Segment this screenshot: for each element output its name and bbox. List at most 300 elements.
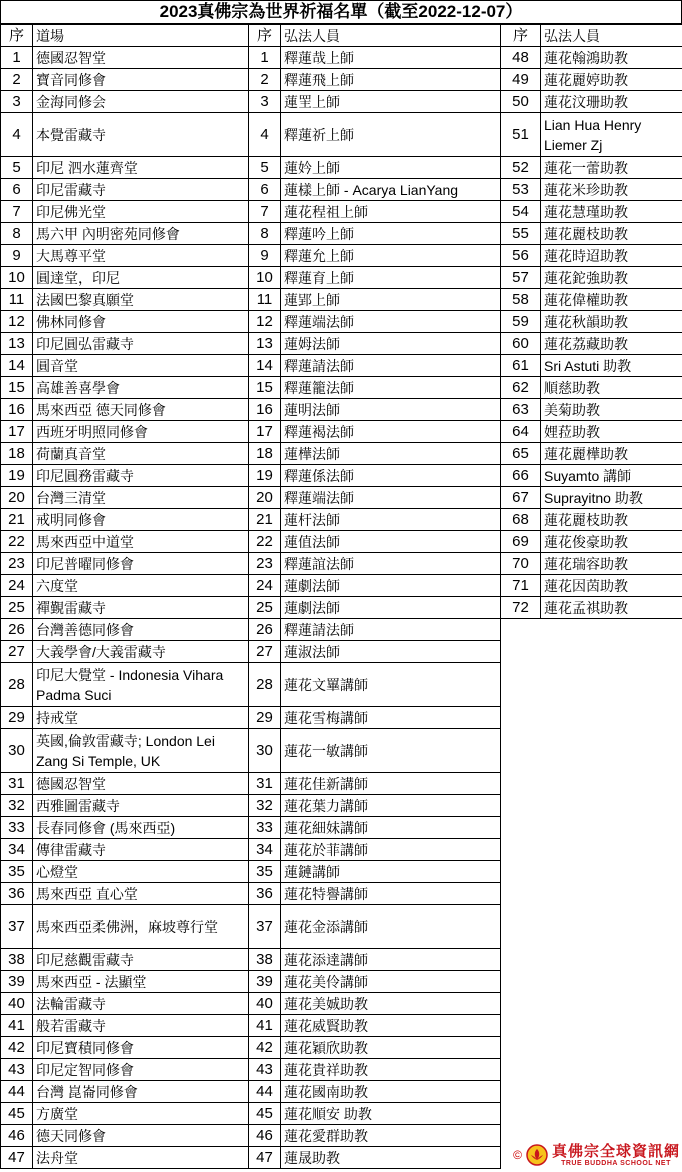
row-venue: 方廣堂 xyxy=(33,1103,249,1125)
row-seq: 30 xyxy=(1,729,33,773)
row-seq-2: 28 xyxy=(249,663,281,707)
table-row xyxy=(1,839,501,861)
row-venue: 荷蘭真音堂 xyxy=(33,443,249,465)
row-dharma: 蓮花順安 助教 xyxy=(281,1103,501,1125)
table-row xyxy=(1,729,501,773)
row-seq-2: 36 xyxy=(249,883,281,905)
row-dharma: Lian Hua Henry Liemer Zj xyxy=(541,113,682,157)
table-row xyxy=(1,993,501,1015)
table-header-row xyxy=(1,25,501,47)
table-row xyxy=(501,421,682,443)
row-seq: 6 xyxy=(1,179,33,201)
row-dharma: 蓮花佳新講師 xyxy=(281,773,501,795)
row-seq: 57 xyxy=(501,267,541,289)
row-seq-2: 16 xyxy=(249,399,281,421)
row-dharma: 釋蓮請法師 xyxy=(281,619,501,641)
row-seq-2: 40 xyxy=(249,993,281,1015)
row-seq-2: 31 xyxy=(249,773,281,795)
row-seq-2: 30 xyxy=(249,729,281,773)
row-dharma: 蓮花鉈強助教 xyxy=(541,267,682,289)
row-seq: 59 xyxy=(501,311,541,333)
row-dharma: 蓮花麗婷助教 xyxy=(541,69,682,91)
row-seq: 45 xyxy=(1,1103,33,1125)
row-seq: 1 xyxy=(1,47,33,69)
row-dharma: 蓮花金添講師 xyxy=(281,905,501,949)
row-dharma: Suyamto 講師 xyxy=(541,465,682,487)
table-row xyxy=(1,597,501,619)
row-seq-2: 14 xyxy=(249,355,281,377)
row-seq-2: 41 xyxy=(249,1015,281,1037)
row-dharma: 蓮花秋韻助教 xyxy=(541,311,682,333)
row-seq: 9 xyxy=(1,245,33,267)
table-row xyxy=(501,575,682,597)
table-row xyxy=(1,355,501,377)
header-seq: 序 xyxy=(501,25,541,47)
table-row xyxy=(1,311,501,333)
row-seq: 51 xyxy=(501,113,541,157)
logo-english-name: TRUE BUDDHA SCHOOL NET xyxy=(561,1159,671,1167)
row-venue: 法舟堂 xyxy=(33,1147,249,1169)
row-dharma: 蓮淑法師 xyxy=(281,641,501,663)
row-seq-2: 43 xyxy=(249,1059,281,1081)
row-dharma: 釋蓮請法師 xyxy=(281,355,501,377)
row-seq: 14 xyxy=(1,355,33,377)
row-seq: 16 xyxy=(1,399,33,421)
row-seq: 19 xyxy=(1,465,33,487)
row-seq: 28 xyxy=(1,663,33,707)
row-dharma: 釋蓮育上師 xyxy=(281,267,501,289)
row-seq-2: 24 xyxy=(249,575,281,597)
row-venue: 印尼寶積同修會 xyxy=(33,1037,249,1059)
table-row xyxy=(501,355,682,377)
row-venue: 大義學會/大義雷藏寺 xyxy=(33,641,249,663)
row-venue: 長春同修會 (馬來西亞) xyxy=(33,817,249,839)
row-seq: 11 xyxy=(1,289,33,311)
table-row xyxy=(1,69,501,91)
row-seq-2: 26 xyxy=(249,619,281,641)
row-dharma: 蓮花瑞容助教 xyxy=(541,553,682,575)
row-venue: 寶音同修會 xyxy=(33,69,249,91)
row-venue: 印尼慈觀雷藏寺 xyxy=(33,949,249,971)
row-seq: 22 xyxy=(1,531,33,553)
table-row xyxy=(501,509,682,531)
row-seq: 64 xyxy=(501,421,541,443)
row-dharma: 釋蓮祈上師 xyxy=(281,113,501,157)
row-dharma: 釋蓮飛上師 xyxy=(281,69,501,91)
row-seq-2: 12 xyxy=(249,311,281,333)
row-seq: 8 xyxy=(1,223,33,245)
table-row xyxy=(1,179,501,201)
row-seq: 58 xyxy=(501,289,541,311)
table-row xyxy=(501,597,682,619)
row-seq: 7 xyxy=(1,201,33,223)
table-row xyxy=(1,817,501,839)
row-dharma: 蓮花汶珊助教 xyxy=(541,91,682,113)
row-venue: 馬來西亞 - 法顯堂 xyxy=(33,971,249,993)
table-row xyxy=(501,399,682,421)
row-dharma: Suprayitno 助教 xyxy=(541,487,682,509)
row-seq: 38 xyxy=(1,949,33,971)
row-venue: 馬來西亞中道堂 xyxy=(33,531,249,553)
row-seq: 18 xyxy=(1,443,33,465)
row-dharma: 蓮花程祖上師 xyxy=(281,201,501,223)
row-seq: 61 xyxy=(501,355,541,377)
row-seq: 12 xyxy=(1,311,33,333)
footer-logo xyxy=(480,1140,680,1170)
row-seq-2: 7 xyxy=(249,201,281,223)
table-row xyxy=(1,47,501,69)
row-dharma: 蓮鏈講師 xyxy=(281,861,501,883)
row-dharma: 蓮值法師 xyxy=(281,531,501,553)
row-venue: 馬來西亞 直心堂 xyxy=(33,883,249,905)
row-dharma: 蓮花米珍助教 xyxy=(541,179,682,201)
row-dharma: 蓮花麗樺助教 xyxy=(541,443,682,465)
row-seq-2: 46 xyxy=(249,1125,281,1147)
row-venue: 台灣 崑崙同修會 xyxy=(33,1081,249,1103)
row-venue: 大馬尊平堂 xyxy=(33,245,249,267)
row-venue: 德天同修會 xyxy=(33,1125,249,1147)
row-dharma: 蓮花於菲講師 xyxy=(281,839,501,861)
row-seq: 15 xyxy=(1,377,33,399)
row-seq: 39 xyxy=(1,971,33,993)
row-venue: 台灣善德同修會 xyxy=(33,619,249,641)
row-seq: 32 xyxy=(1,795,33,817)
table-row xyxy=(1,971,501,993)
row-venue: 印尼佛光堂 xyxy=(33,201,249,223)
row-seq: 54 xyxy=(501,201,541,223)
row-dharma: 蓮晟助教 xyxy=(281,1147,501,1169)
row-venue: 印尼定智同修會 xyxy=(33,1059,249,1081)
row-seq: 53 xyxy=(501,179,541,201)
row-venue: 印尼 泗水蓮齊堂 xyxy=(33,157,249,179)
row-seq-2: 34 xyxy=(249,839,281,861)
row-venue: 圓達堂，印尼 xyxy=(33,267,249,289)
row-seq: 43 xyxy=(1,1059,33,1081)
venue-table xyxy=(0,24,501,1169)
row-seq: 72 xyxy=(501,597,541,619)
row-seq-2: 3 xyxy=(249,91,281,113)
row-seq-2: 20 xyxy=(249,487,281,509)
row-dharma: 蓮花穎欣助教 xyxy=(281,1037,501,1059)
row-dharma: 蓮花添達講師 xyxy=(281,949,501,971)
row-venue: 戒明同修會 xyxy=(33,509,249,531)
table-row xyxy=(1,509,501,531)
row-seq-2: 29 xyxy=(249,707,281,729)
row-seq: 36 xyxy=(1,883,33,905)
row-seq-2: 35 xyxy=(249,861,281,883)
row-venue: 馬來西亞 德天同修會 xyxy=(33,399,249,421)
table-row xyxy=(1,861,501,883)
table-row xyxy=(1,113,501,157)
row-seq-2: 44 xyxy=(249,1081,281,1103)
row-seq: 3 xyxy=(1,91,33,113)
copyright-mark: © xyxy=(513,1148,522,1162)
row-venue: 六度堂 xyxy=(33,575,249,597)
table-row xyxy=(501,157,682,179)
row-seq: 50 xyxy=(501,91,541,113)
table-row xyxy=(1,949,501,971)
table-row xyxy=(501,245,682,267)
row-dharma: 蓮花因茵助教 xyxy=(541,575,682,597)
row-dharma: 蓮花一蕾助教 xyxy=(541,157,682,179)
row-seq-2: 10 xyxy=(249,267,281,289)
table-row xyxy=(1,1059,501,1081)
table-row xyxy=(1,245,501,267)
row-seq-2: 32 xyxy=(249,795,281,817)
row-dharma: 蓮樺法師 xyxy=(281,443,501,465)
row-dharma: 釋蓮允上師 xyxy=(281,245,501,267)
header-dharma: 弘法人員 xyxy=(541,25,682,47)
row-dharma: 蓮明法師 xyxy=(281,399,501,421)
table-row xyxy=(501,289,682,311)
row-dharma: 蓮郢上師 xyxy=(281,289,501,311)
row-seq-2: 19 xyxy=(249,465,281,487)
row-dharma: 蓮罜上師 xyxy=(281,91,501,113)
header-venue: 道場 xyxy=(33,25,249,47)
row-venue: 般若雷藏寺 xyxy=(33,1015,249,1037)
row-seq-2: 25 xyxy=(249,597,281,619)
row-seq-2: 38 xyxy=(249,949,281,971)
row-seq: 24 xyxy=(1,575,33,597)
row-seq-2: 47 xyxy=(249,1147,281,1169)
row-dharma: 釋蓮端法師 xyxy=(281,487,501,509)
row-dharma: 娌菈助教 xyxy=(541,421,682,443)
row-seq-2: 21 xyxy=(249,509,281,531)
table-row xyxy=(1,443,501,465)
row-dharma: 蓮花雪梅講師 xyxy=(281,707,501,729)
row-seq-2: 18 xyxy=(249,443,281,465)
row-seq: 20 xyxy=(1,487,33,509)
row-seq: 4 xyxy=(1,113,33,157)
table-header-row xyxy=(501,25,682,47)
row-seq-2: 11 xyxy=(249,289,281,311)
row-venue: 持戒堂 xyxy=(33,707,249,729)
table-row xyxy=(501,179,682,201)
row-seq-2: 17 xyxy=(249,421,281,443)
row-venue: 印尼普曜同修會 xyxy=(33,553,249,575)
row-dharma: 蓮花愛群助教 xyxy=(281,1125,501,1147)
table-row xyxy=(501,223,682,245)
table-row xyxy=(1,333,501,355)
row-seq-2: 42 xyxy=(249,1037,281,1059)
row-dharma: 順慈助教 xyxy=(541,377,682,399)
table-row xyxy=(501,487,682,509)
table-row xyxy=(1,707,501,729)
row-seq: 23 xyxy=(1,553,33,575)
row-seq: 69 xyxy=(501,531,541,553)
row-venue: 高雄善喜學會 xyxy=(33,377,249,399)
row-seq: 49 xyxy=(501,69,541,91)
row-dharma: 釋蓮籠法師 xyxy=(281,377,501,399)
table-row xyxy=(1,421,501,443)
table-row xyxy=(1,641,501,663)
row-dharma: 蓮花美娍助教 xyxy=(281,993,501,1015)
row-dharma: 蓮妗上師 xyxy=(281,157,501,179)
logo-chinese-name: 真佛宗全球資訊網 xyxy=(551,1141,680,1160)
row-seq: 63 xyxy=(501,399,541,421)
row-venue: 圓音堂 xyxy=(33,355,249,377)
row-dharma: 蓮花慧瑾助教 xyxy=(541,201,682,223)
row-seq: 25 xyxy=(1,597,33,619)
row-dharma: 蓮劇法師 xyxy=(281,575,501,597)
table-row xyxy=(1,377,501,399)
row-dharma: 蓮花威賢助教 xyxy=(281,1015,501,1037)
row-venue: 英國,倫敦雷藏寺; London Lei Zang Si Temple, UK xyxy=(33,729,249,773)
row-dharma: 蓮樣上師 - Acarya LianYang xyxy=(281,179,501,201)
row-seq: 21 xyxy=(1,509,33,531)
table-row xyxy=(1,905,501,949)
table-row xyxy=(1,1103,501,1125)
table-row xyxy=(501,531,682,553)
row-venue: 馬六甲 內明密苑同修會 xyxy=(33,223,249,245)
table-row xyxy=(1,553,501,575)
row-dharma: 蓮杆法師 xyxy=(281,509,501,531)
row-dharma: 蓮花孟祺助教 xyxy=(541,597,682,619)
row-venue: 西雅圖雷藏寺 xyxy=(33,795,249,817)
row-dharma: 美菊助教 xyxy=(541,399,682,421)
row-seq: 62 xyxy=(501,377,541,399)
row-seq: 48 xyxy=(501,47,541,69)
row-seq-2: 37 xyxy=(249,905,281,949)
row-seq-2: 45 xyxy=(249,1103,281,1125)
row-seq: 40 xyxy=(1,993,33,1015)
table-row xyxy=(1,773,501,795)
table-row xyxy=(1,663,501,707)
lotus-logo-icon xyxy=(526,1144,548,1166)
row-dharma: 釋蓮哉上師 xyxy=(281,47,501,69)
row-dharma: 蓮花俊豪助教 xyxy=(541,531,682,553)
row-venue: 印尼圓務雷藏寺 xyxy=(33,465,249,487)
row-dharma: 釋蓮誼法師 xyxy=(281,553,501,575)
row-seq: 42 xyxy=(1,1037,33,1059)
table-row xyxy=(501,91,682,113)
row-venue: 台灣三清堂 xyxy=(33,487,249,509)
row-seq-2: 13 xyxy=(249,333,281,355)
row-seq: 33 xyxy=(1,817,33,839)
row-seq: 27 xyxy=(1,641,33,663)
row-seq-2: 22 xyxy=(249,531,281,553)
table-row xyxy=(501,443,682,465)
row-seq: 10 xyxy=(1,267,33,289)
row-dharma: 釋蓮端法師 xyxy=(281,311,501,333)
row-dharma: 蓮花特譽講師 xyxy=(281,883,501,905)
row-venue: 印尼大覺堂 - Indonesia Vihara Padma Suci xyxy=(33,663,249,707)
table-row xyxy=(1,267,501,289)
table-row xyxy=(1,575,501,597)
page-title: 2023真佛宗為世界祈福名單（截至2022-12-07） xyxy=(0,0,682,24)
table-row xyxy=(1,465,501,487)
row-seq: 29 xyxy=(1,707,33,729)
row-dharma: 釋蓮吟上師 xyxy=(281,223,501,245)
row-venue: 法輪雷藏寺 xyxy=(33,993,249,1015)
table-row xyxy=(1,201,501,223)
table-row xyxy=(1,883,501,905)
row-seq-2: 39 xyxy=(249,971,281,993)
row-seq: 2 xyxy=(1,69,33,91)
dharma-table-right xyxy=(500,24,682,619)
row-venue: 德國忍智堂 xyxy=(33,773,249,795)
row-dharma: 蓮花文罼講師 xyxy=(281,663,501,707)
row-venue: 本覺雷藏寺 xyxy=(33,113,249,157)
table-row xyxy=(1,1037,501,1059)
row-dharma: 蓮花葉力講師 xyxy=(281,795,501,817)
row-dharma: 蓮花美伶講師 xyxy=(281,971,501,993)
row-seq-2: 33 xyxy=(249,817,281,839)
row-seq: 66 xyxy=(501,465,541,487)
row-seq: 47 xyxy=(1,1147,33,1169)
row-seq: 35 xyxy=(1,861,33,883)
row-venue: 禪覲雷藏寺 xyxy=(33,597,249,619)
row-seq: 60 xyxy=(501,333,541,355)
row-seq: 68 xyxy=(501,509,541,531)
row-dharma: 蓮花麗枝助教 xyxy=(541,509,682,531)
row-dharma: 蓮花細妹講師 xyxy=(281,817,501,839)
table-row xyxy=(501,377,682,399)
row-venue: 印尼圓弘雷藏寺 xyxy=(33,333,249,355)
table-row xyxy=(1,1125,501,1147)
row-dharma: 釋蓮褐法師 xyxy=(281,421,501,443)
row-seq-2: 15 xyxy=(249,377,281,399)
row-seq: 56 xyxy=(501,245,541,267)
row-seq-2: 1 xyxy=(249,47,281,69)
table-row xyxy=(501,267,682,289)
table-row xyxy=(501,113,682,157)
table-row xyxy=(1,795,501,817)
table-row xyxy=(1,619,501,641)
logo-text xyxy=(551,1141,680,1167)
row-dharma: 蓮花時迢助教 xyxy=(541,245,682,267)
row-seq: 31 xyxy=(1,773,33,795)
table-row xyxy=(501,47,682,69)
row-dharma: 蓮花偉權助教 xyxy=(541,289,682,311)
row-venue: 印尼雷藏寺 xyxy=(33,179,249,201)
row-dharma: 蓮花麗枝助教 xyxy=(541,223,682,245)
table-row xyxy=(1,223,501,245)
row-seq: 70 xyxy=(501,553,541,575)
table-row xyxy=(1,1147,501,1169)
row-venue: 心燈堂 xyxy=(33,861,249,883)
row-dharma: 蓮姆法師 xyxy=(281,333,501,355)
row-venue: 金海同修会 xyxy=(33,91,249,113)
row-seq: 5 xyxy=(1,157,33,179)
row-seq-2: 9 xyxy=(249,245,281,267)
table-row xyxy=(501,311,682,333)
row-seq-2: 4 xyxy=(249,113,281,157)
row-venue: 德國忍智堂 xyxy=(33,47,249,69)
row-seq: 44 xyxy=(1,1081,33,1103)
row-venue: 馬來西亞柔佛洲，麻坡尊行堂 xyxy=(33,905,249,949)
row-dharma: 蓮花國南助教 xyxy=(281,1081,501,1103)
table-row xyxy=(1,487,501,509)
table-row xyxy=(1,1081,501,1103)
row-venue: 西班牙明照同修會 xyxy=(33,421,249,443)
row-seq: 46 xyxy=(1,1125,33,1147)
header-dharma: 弘法人員 xyxy=(281,25,501,47)
header-seq: 序 xyxy=(249,25,281,47)
header-seq: 序 xyxy=(1,25,33,47)
row-seq: 71 xyxy=(501,575,541,597)
row-seq: 37 xyxy=(1,905,33,949)
row-venue: 傳律雷藏寺 xyxy=(33,839,249,861)
table-row xyxy=(1,399,501,421)
row-seq-2: 23 xyxy=(249,553,281,575)
table-row xyxy=(1,531,501,553)
row-dharma: 蓮劇法師 xyxy=(281,597,501,619)
table-row xyxy=(1,91,501,113)
table-row xyxy=(501,333,682,355)
row-seq-2: 8 xyxy=(249,223,281,245)
row-dharma: 蓮花貴祥助教 xyxy=(281,1059,501,1081)
